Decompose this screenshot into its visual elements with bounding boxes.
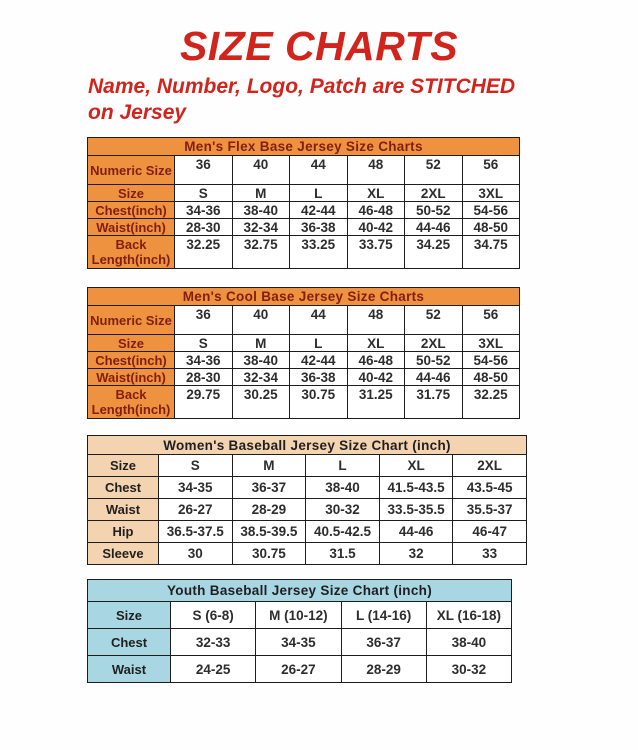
size-value-cell: 29.75 — [175, 386, 233, 419]
size-value-cell: 31.25 — [347, 386, 405, 419]
size-value-cell: M — [232, 335, 290, 352]
size-value-cell: L — [290, 185, 348, 202]
table-row — [88, 202, 520, 219]
size-value-cell: 36-38 — [290, 219, 348, 236]
table-mens-flex-base — [87, 137, 520, 269]
table-row — [88, 543, 527, 565]
size-value-cell: 38-40 — [306, 477, 380, 499]
size-value-cell: 46-48 — [347, 202, 405, 219]
size-value-cell: M — [232, 185, 290, 202]
row-label: Size — [88, 602, 171, 629]
row-label: Chest — [88, 477, 159, 499]
row-label: Back Length(inch) — [88, 386, 175, 419]
size-value-cell: 34-35 — [159, 477, 233, 499]
table-row — [88, 455, 527, 477]
table-youth-baseball — [87, 579, 512, 683]
size-value-cell: 50-52 — [405, 202, 463, 219]
size-value-cell: 50-52 — [405, 352, 463, 369]
table-mens-cool-base — [87, 287, 520, 419]
size-value-cell: 28-29 — [341, 656, 426, 683]
size-value-cell: XL (16-18) — [426, 602, 511, 629]
size-value-cell: 31.75 — [405, 386, 463, 419]
size-value-cell: 36 — [175, 306, 233, 335]
size-value-cell: 32.25 — [175, 236, 233, 269]
size-value-cell: 48-50 — [462, 219, 520, 236]
row-label: Numeric Size — [88, 306, 175, 335]
size-value-cell: 30.75 — [232, 543, 306, 565]
table-row — [88, 521, 527, 543]
size-value-cell: 26-27 — [256, 656, 341, 683]
page-subtitle-line2: on Jersey — [88, 100, 187, 124]
size-value-cell: 48 — [347, 306, 405, 335]
row-label: Waist — [88, 656, 171, 683]
size-value-cell: 42-44 — [290, 202, 348, 219]
size-value-cell: XL — [347, 185, 405, 202]
size-value-cell: 33.5-35.5 — [379, 499, 453, 521]
row-label: Waist(inch) — [88, 369, 175, 386]
table-row — [88, 369, 520, 386]
size-value-cell: XL — [379, 455, 453, 477]
size-tables-container — [0, 137, 638, 683]
size-value-cell: 38-40 — [426, 629, 511, 656]
row-label: Size — [88, 185, 175, 202]
size-value-cell: 52 — [405, 306, 463, 335]
size-value-cell: 44-46 — [379, 521, 453, 543]
size-value-cell: 34.25 — [405, 236, 463, 269]
row-label: Waist — [88, 499, 159, 521]
size-value-cell: 34-36 — [175, 202, 233, 219]
page-subtitle — [88, 74, 608, 125]
size-value-cell: 2XL — [405, 185, 463, 202]
table-title: Men's Flex Base Jersey Size Charts — [88, 138, 520, 156]
table-row — [88, 499, 527, 521]
size-value-cell: 28-30 — [175, 219, 233, 236]
size-value-cell: S — [175, 185, 233, 202]
size-value-cell: 56 — [462, 306, 520, 335]
row-label: Hip — [88, 521, 159, 543]
size-value-cell: L — [290, 335, 348, 352]
table-row — [88, 477, 527, 499]
size-value-cell: 34-36 — [175, 352, 233, 369]
size-value-cell: 44 — [290, 306, 348, 335]
size-value-cell: L (14-16) — [341, 602, 426, 629]
table-row — [88, 386, 520, 419]
size-value-cell: 43.5-45 — [453, 477, 527, 499]
size-value-cell: 35.5-37 — [453, 499, 527, 521]
size-value-cell: 44 — [290, 156, 348, 185]
size-value-cell: 34.75 — [462, 236, 520, 269]
size-value-cell: 2XL — [405, 335, 463, 352]
size-value-cell: 24-25 — [171, 656, 256, 683]
size-value-cell: 42-44 — [290, 352, 348, 369]
size-value-cell: 36.5-37.5 — [159, 521, 233, 543]
table-title: Men's Cool Base Jersey Size Charts — [88, 288, 520, 306]
size-value-cell: 2XL — [453, 455, 527, 477]
table-row — [88, 185, 520, 202]
size-value-cell: 56 — [462, 156, 520, 185]
size-value-cell: 32.25 — [462, 386, 520, 419]
table-row — [88, 352, 520, 369]
size-value-cell: M (10-12) — [256, 602, 341, 629]
size-value-cell: 34-35 — [256, 629, 341, 656]
table-row — [88, 629, 512, 656]
size-value-cell: 38.5-39.5 — [232, 521, 306, 543]
size-value-cell: 30-32 — [426, 656, 511, 683]
size-value-cell: 30 — [159, 543, 233, 565]
size-value-cell: 40.5-42.5 — [306, 521, 380, 543]
size-value-cell: 36-37 — [341, 629, 426, 656]
size-value-cell: 36 — [175, 156, 233, 185]
size-value-cell: S (6-8) — [171, 602, 256, 629]
table-row — [88, 156, 520, 185]
size-value-cell: 3XL — [462, 335, 520, 352]
size-value-cell: 33 — [453, 543, 527, 565]
size-value-cell: 40-42 — [347, 219, 405, 236]
table-header-row — [88, 580, 512, 602]
size-value-cell: 54-56 — [462, 202, 520, 219]
size-value-cell: S — [159, 455, 233, 477]
size-value-cell: 36-38 — [290, 369, 348, 386]
size-value-cell: 28-29 — [232, 499, 306, 521]
size-value-cell: M — [232, 455, 306, 477]
size-value-cell: S — [175, 335, 233, 352]
table-row — [88, 656, 512, 683]
table-row — [88, 306, 520, 335]
table-row — [88, 602, 512, 629]
size-value-cell: 38-40 — [232, 202, 290, 219]
row-label: Size — [88, 455, 159, 477]
table-title: Women's Baseball Jersey Size Chart (inch) — [88, 436, 527, 455]
page-subtitle-line1: Name, Number, Logo, Patch are STITCHED — [88, 75, 516, 99]
size-value-cell: 48 — [347, 156, 405, 185]
size-value-cell: 30.25 — [232, 386, 290, 419]
size-value-cell: 32-34 — [232, 369, 290, 386]
size-value-cell: 44-46 — [405, 369, 463, 386]
size-value-cell: 33.25 — [290, 236, 348, 269]
size-value-cell: 33.75 — [347, 236, 405, 269]
size-value-cell: XL — [347, 335, 405, 352]
size-value-cell: 30.75 — [290, 386, 348, 419]
size-value-cell: 46-48 — [347, 352, 405, 369]
size-value-cell: 38-40 — [232, 352, 290, 369]
row-label: Sleeve — [88, 543, 159, 565]
table-header-row — [88, 288, 520, 306]
size-value-cell: 31.5 — [306, 543, 380, 565]
table-title: Youth Baseball Jersey Size Chart (inch) — [88, 580, 512, 602]
size-value-cell: 30-32 — [306, 499, 380, 521]
size-value-cell: 44-46 — [405, 219, 463, 236]
page-title: SIZE CHARTS — [179, 23, 459, 69]
row-label: Numeric Size — [88, 156, 175, 185]
size-value-cell: 40 — [232, 306, 290, 335]
size-value-cell: 52 — [405, 156, 463, 185]
size-value-cell: 32-33 — [171, 629, 256, 656]
size-value-cell: 28-30 — [175, 369, 233, 386]
row-label: Chest — [88, 629, 171, 656]
row-label: Chest(inch) — [88, 352, 175, 369]
size-value-cell: 26-27 — [159, 499, 233, 521]
size-value-cell: 32.75 — [232, 236, 290, 269]
size-value-cell: 54-56 — [462, 352, 520, 369]
table-header-row — [88, 436, 527, 455]
table-row — [88, 236, 520, 269]
size-value-cell: 36-37 — [232, 477, 306, 499]
table-womens-baseball — [87, 435, 527, 565]
row-label: Chest(inch) — [88, 202, 175, 219]
size-value-cell: L — [306, 455, 380, 477]
row-label: Back Length(inch) — [88, 236, 175, 269]
table-row — [88, 219, 520, 236]
row-label: Waist(inch) — [88, 219, 175, 236]
row-label: Size — [88, 335, 175, 352]
size-value-cell: 46-47 — [453, 521, 527, 543]
table-header-row — [88, 138, 520, 156]
table-row — [88, 335, 520, 352]
size-value-cell: 3XL — [462, 185, 520, 202]
size-value-cell: 40 — [232, 156, 290, 185]
size-value-cell: 48-50 — [462, 369, 520, 386]
size-value-cell: 40-42 — [347, 369, 405, 386]
size-value-cell: 32 — [379, 543, 453, 565]
size-value-cell: 32-34 — [232, 219, 290, 236]
size-value-cell: 41.5-43.5 — [379, 477, 453, 499]
